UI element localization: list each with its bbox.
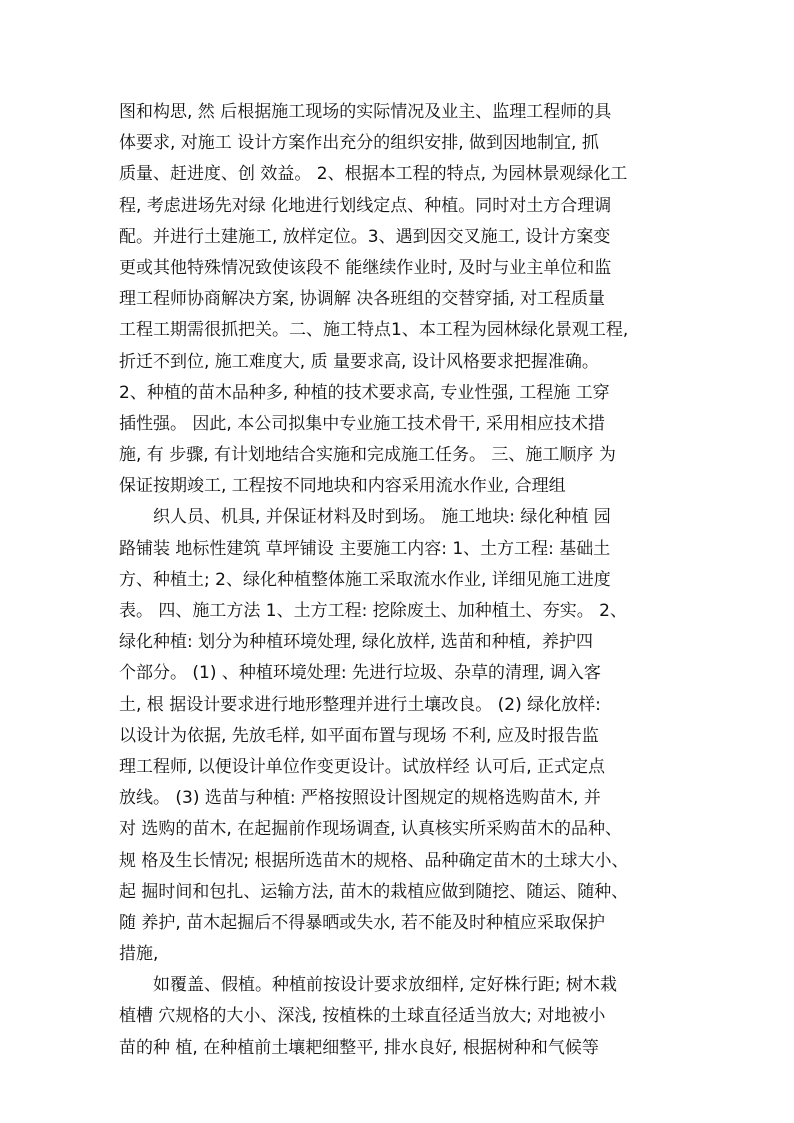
text-line: 施, 有 步骤, 有计划地结合实施和完成施工任务。 三、施工顺序 为 [119, 445, 616, 466]
text-line: 2、种植的苗木品种多, 种植的技术要求高, 专业性强, 工程施 工穿 [119, 382, 610, 403]
text-line: 图和构思, 然 后根据施工现场的实际情况及业主、监理工程师的具 [119, 102, 612, 122]
text-line: 保证按期竣工, 工程按不同地块和内容采用流水作业, 合理组 [119, 476, 566, 497]
text-line: 理工程师协商解决方案, 协调解 决各班组的交替穿插, 对工程质量 [119, 289, 606, 310]
text-line: 插性强。 因此, 本公司拟集中专业施工技术骨干, 采用相应技术措 [119, 413, 606, 434]
text-line: 理工程师, 以便设计单位作变更设计。试放样经 认可后, 正式定点 [119, 756, 606, 777]
text-line: 起 掘时间和包扎、运输方法, 苗木的栽植应做到随挖、随运、随种、 [119, 881, 629, 902]
document-body [119, 97, 689, 1064]
text-line: 程, 考虑进场先对绿 化地进行划线定点、种植。同时对土方合理调 [119, 195, 612, 216]
text-line: 苗的种 植, 在种植前土壤耙细整平, 排水良好, 根据树种和气候等 [119, 1037, 599, 1058]
text-line: 路铺装 地标性建筑 草坪铺设 主要施工内容: 1、土方工程: 基础土 [119, 538, 611, 559]
text-line: 措施, [119, 944, 159, 965]
text-line: 随 养护, 苗木起掘后不得暴晒或失水, 若不能及时种植应采取保护 [119, 912, 606, 933]
text-line: 配。并进行土建施工, 放样定位。3、遇到因交叉施工, 设计方案变 [119, 226, 611, 247]
text-line: 表。 四、施工方法 1、土方工程: 挖除废土、加种植土、夯实。 2、 [119, 601, 627, 621]
text-line: 放线。 (3) 选苗与种植: 严格按照设计图规定的规格选购苗木, 并 [119, 788, 601, 809]
text-line: 方、种植土; 2、绿化种植整体施工采取流水作业, 详细见施工进度 [119, 569, 611, 590]
text-line: 织人员、机具, 并保证材料及时到场。 施工地块: 绿化种植 园 [153, 507, 611, 528]
text-line: 土, 根 据设计要求进行地形整理并进行土壤改良。 (2) 绿化放样: [119, 694, 601, 715]
text-line: 体要求, 对施工 设计方案作出充分的组织安排, 做到因地制宜, 抓 [119, 133, 599, 154]
paragraph-1 [119, 97, 689, 502]
text-line: 对 选购的苗木, 在起掘前作现场调查, 认真核实所采购苗木的品种、 [119, 819, 623, 840]
text-line: 植槽 穴规格的大小、深浅, 按植株的土球直径适当放大; 对地被小 [119, 1006, 606, 1027]
text-line: 更或其他特殊情况致使该段不 能继续作业时, 及时与业主单位和监 [119, 257, 612, 278]
text-line: 质量、赶进度、创 效益。 2、根据本工程的特点, 为园林景观绿化工 [119, 164, 628, 185]
text-line: 折迁不到位, 施工难度大, 质 量要求高, 设计风格要求把握准确。 [119, 351, 599, 372]
text-line: 规 格及生长情况; 根据所选苗木的规格、品种确定苗木的土球大小、 [119, 850, 629, 871]
text-line: 个部分。 (1) 、种植环境处理: 先进行垃圾、杂草的清理, 调入客 [119, 663, 601, 684]
paragraph-2 [119, 502, 689, 970]
text-line: 工程工期需很抓把关。二、施工特点1、本工程为园林绿化景观工程, [119, 320, 629, 341]
text-line: 如覆盖、假植。种植前按设计要求放细样, 定好株行距; 树木栽 [153, 975, 617, 996]
text-line: 绿化种植: 划分为种植环境处理, 绿化放样, 选苗和种植, 养护四 [119, 632, 593, 653]
text-line: 以设计为依据, 先放毛样, 如平面布置与现场 不利, 应及时报告监 [119, 725, 599, 746]
paragraph-3 [119, 970, 689, 1064]
